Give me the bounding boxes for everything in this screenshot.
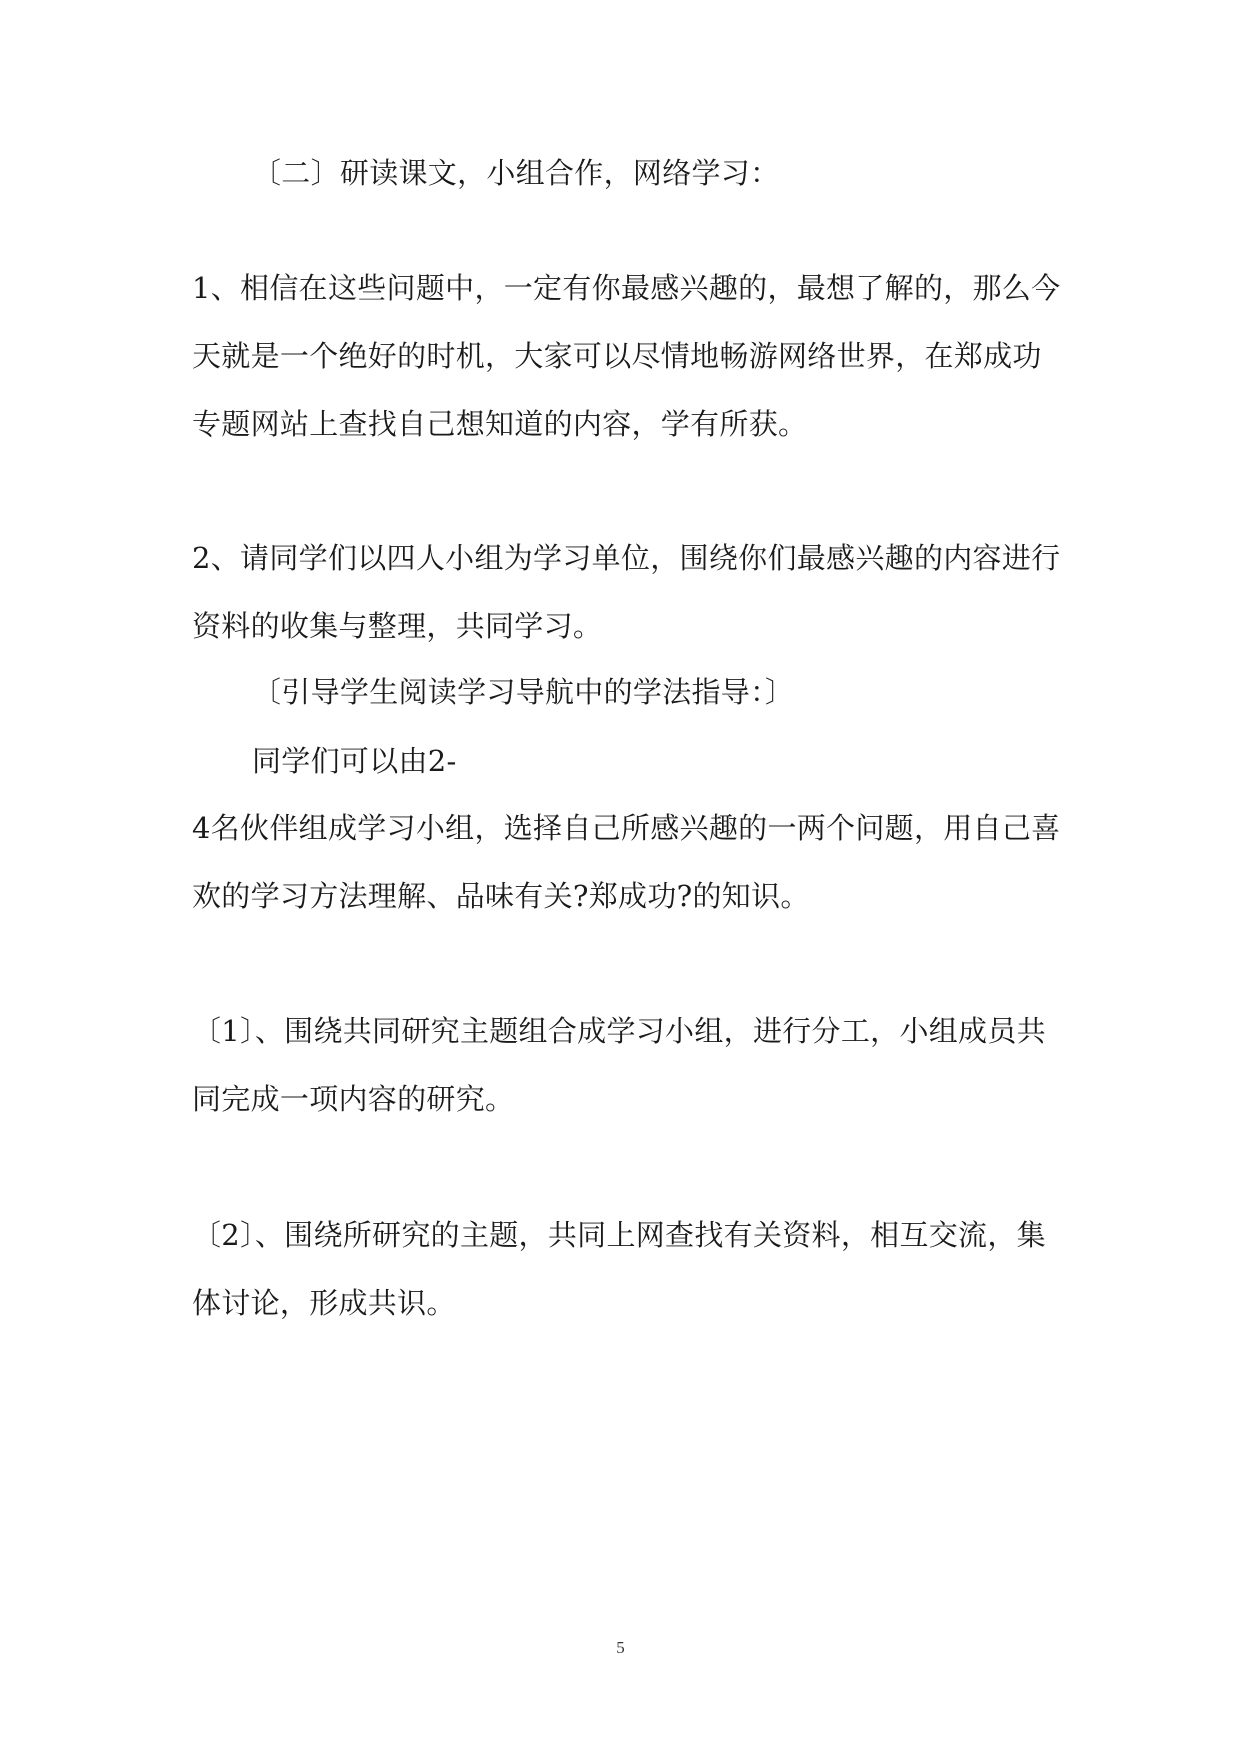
section-heading: 〔二〕研读课文，小组合作，网络学习： — [252, 156, 780, 190]
guide-text-line-3: 欢的学习方法理解、品味有关?郑成功?的知识。 — [192, 879, 810, 913]
item-1-line-2: 同完成一项内容的研究。 — [192, 1082, 515, 1116]
item-1-line-1: 〔1〕、围绕共同研究主题组合成学习小组，进行分工，小组成员共 — [192, 1014, 1046, 1048]
paragraph-1-line-1: 1、相信在这些问题中，一定有你最感兴趣的，最想了解的，那么今 — [192, 271, 1061, 305]
paragraph-1-line-3: 专题网站上查找自己想知道的内容，学有所获。 — [192, 407, 808, 441]
guide-note: 〔引导学生阅读学习导航中的学法指导：〕 — [252, 675, 795, 709]
guide-text-line-1: 同学们可以由2- — [252, 744, 457, 778]
paragraph-2-line-2: 资料的收集与整理，共同学习。 — [192, 609, 603, 643]
paragraph-2-line-1: 2、请同学们以四人小组为学习单位，围绕你们最感兴趣的内容进行 — [192, 541, 1061, 575]
paragraph-1-line-2: 天就是一个绝好的时机，大家可以尽情地畅游网络世界，在郑成功 — [192, 339, 1042, 373]
page-number: 5 — [616, 1638, 625, 1657]
item-2-line-2: 体讨论，形成共识。 — [192, 1286, 456, 1320]
guide-text-line-2: 4名伙伴组成学习小组，选择自己所感兴趣的一两个问题，用自己喜 — [192, 811, 1061, 845]
item-2-line-1: 〔2〕、围绕所研究的主题，共同上网查找有关资料，相互交流，集 — [192, 1218, 1046, 1252]
